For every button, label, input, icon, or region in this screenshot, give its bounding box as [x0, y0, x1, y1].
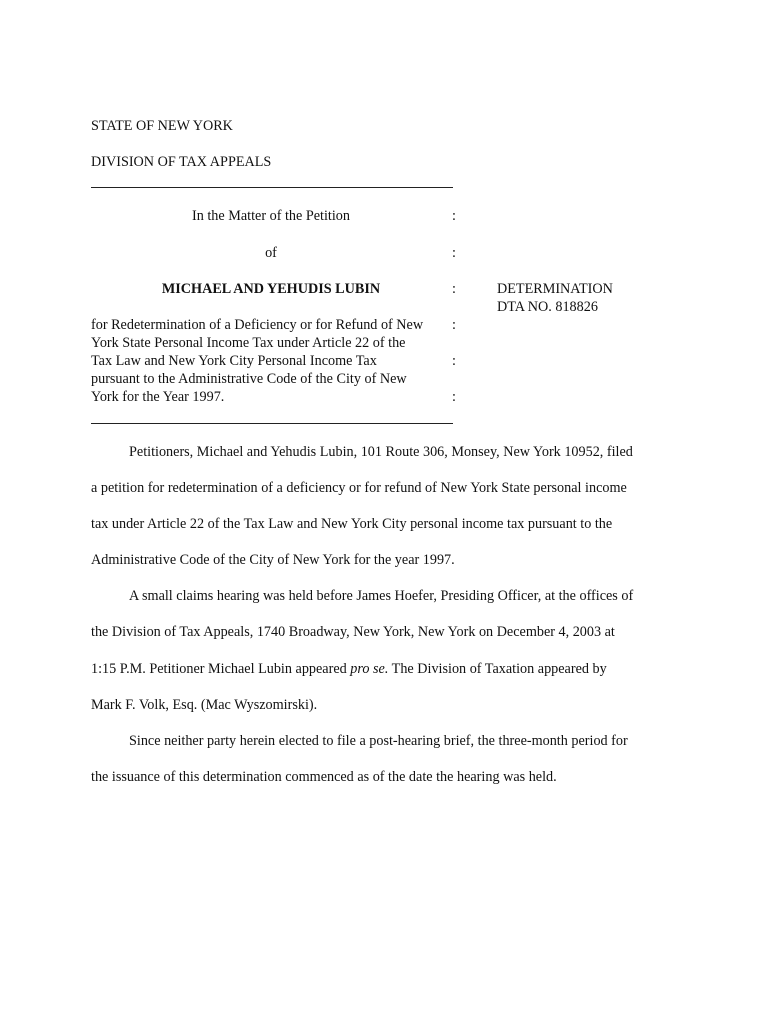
caption-description-line: Tax Law and New York City Personal Income Tax [91, 353, 377, 369]
caption-of: of [265, 245, 277, 261]
division-heading: DIVISION OF TAX APPEALS [91, 154, 272, 170]
paragraph-line: tax under Article 22 of the Tax Law and New York City personal income tax pursuant to the [91, 516, 613, 532]
caption-colon: : [452, 281, 456, 297]
caption-description-line: York State Personal Income Tax under Article 22 of the [91, 335, 406, 351]
paragraph-line: Mark F. Volk, Esq. (Mac Wyszomirski). [91, 697, 318, 713]
paragraph-line: Since neither party herein elected to file a post-hearing brief, the three-month period for [129, 733, 628, 749]
caption-colon: : [452, 208, 456, 224]
caption-description-line: York for the Year 1997. [91, 389, 225, 405]
paragraph-text: The Division of Taxation appeared by [388, 661, 607, 677]
paragraph-line: the issuance of this determination commenced as of the date the hearing was held. [91, 769, 557, 785]
caption-colon: : [452, 245, 456, 261]
caption-description-line: for Redetermination of a Deficiency or for Refund of New [91, 317, 424, 333]
caption-bottom-rule [91, 423, 453, 424]
caption-description-line: pursuant to the Administrative Code of the City of New [91, 371, 407, 387]
caption-colon: : [452, 353, 456, 369]
paragraph-line: a petition for redetermination of a deficiency or for refund of New York State personal income [91, 480, 627, 496]
caption-matter: In the Matter of the Petition [192, 208, 350, 224]
dta-number: DTA NO. 818826 [497, 299, 598, 315]
paragraph-line: Administrative Code of the City of New York for the year 1997. [91, 552, 455, 568]
paragraph-text: 1:15 P.M. Petitioner Michael Lubin appeared [91, 661, 351, 677]
petitioners-name: MICHAEL AND YEHUDIS LUBIN [161, 281, 381, 297]
pro-se-italic: pro se. [350, 661, 389, 677]
caption-colon: : [452, 389, 456, 405]
paragraph-line: A small claims hearing was held before James Hoefer, Presiding Officer, at the offices of [129, 588, 634, 604]
caption-top-rule [91, 187, 453, 188]
state-heading: STATE OF NEW YORK [91, 118, 233, 134]
paragraph-line: the Division of Tax Appeals, 1740 Broadway, New York, New York on December 4, 2003 at [91, 624, 615, 640]
determination-title: DETERMINATION [497, 281, 613, 297]
paragraph-line: Petitioners, Michael and Yehudis Lubin, 101 Route 306, Monsey, New York 10952, filed [129, 444, 633, 460]
caption-petitioners [91, 281, 451, 298]
paragraph-line [91, 661, 607, 678]
caption-colon: : [452, 317, 456, 333]
